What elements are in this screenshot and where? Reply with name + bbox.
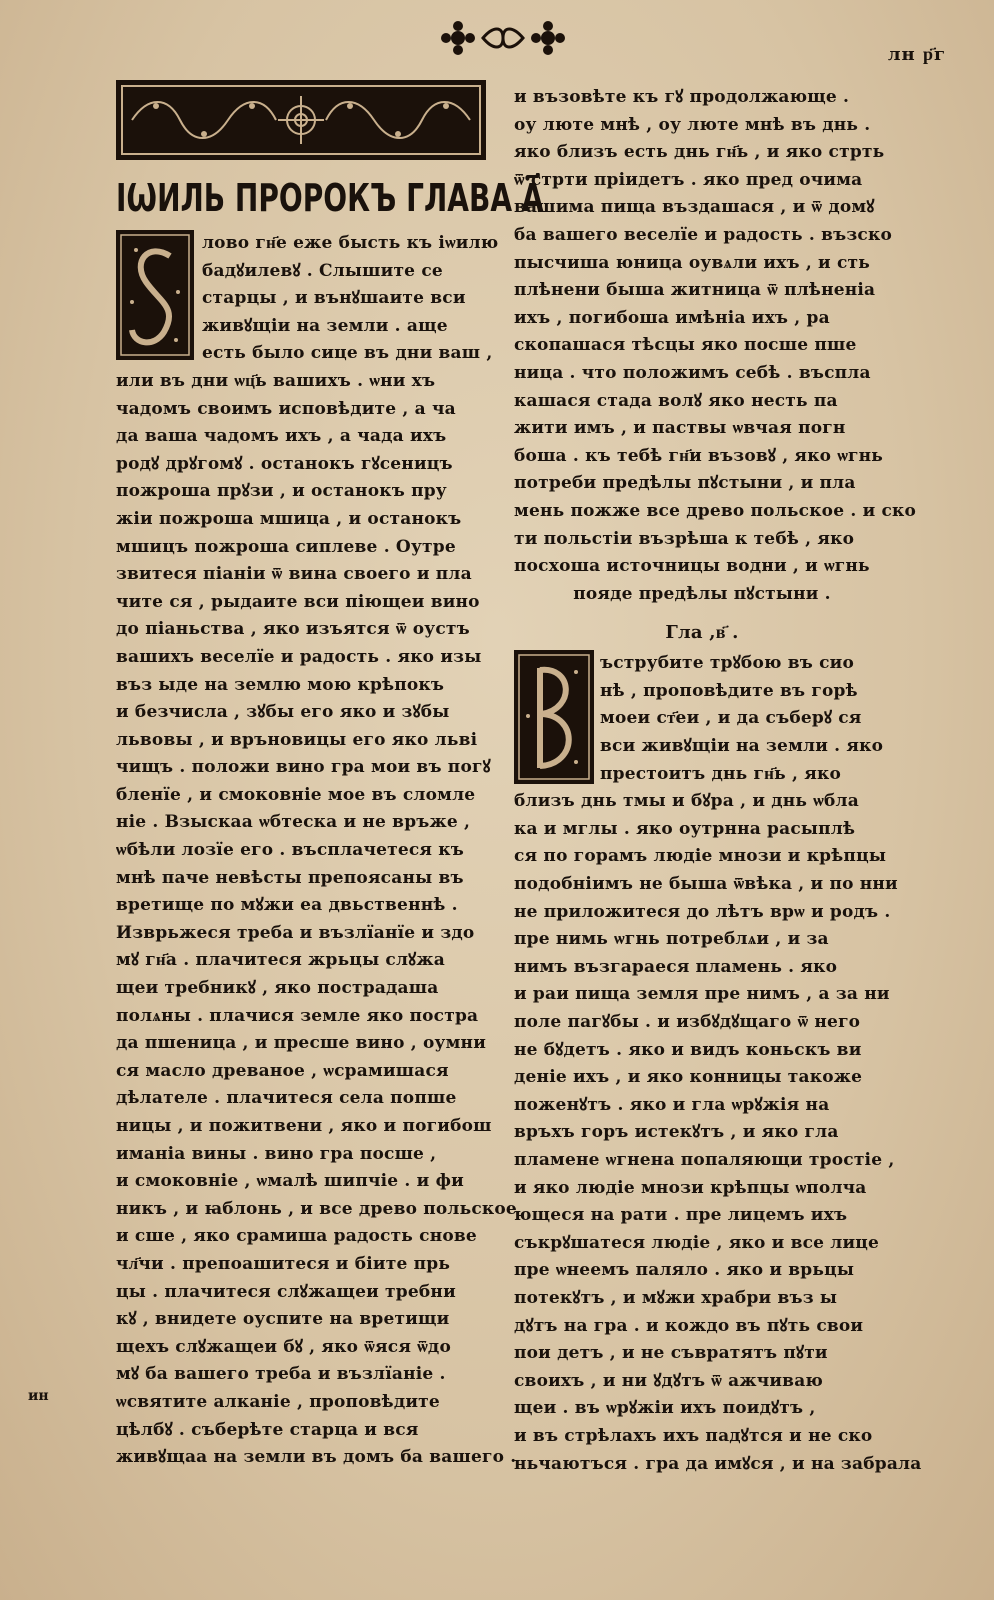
text-line: старцы , и вънꙋшаите вси [202,288,466,309]
text-line: нимъ възгараеся пламень . яко [514,956,838,977]
text-line: въз ыде на землю мою крѣпокъ [116,674,445,695]
initial-letter-v [514,650,594,784]
text-line: ся по горамъ людiе мнози и крѣпцы [514,846,887,867]
chapter-heading: Гла ,в҃ . [665,622,739,644]
text-line: звитеся пiанiи ѿ вина своего и пла [116,564,472,585]
fleuron-ornament [438,18,568,58]
text-line: не бꙋдетъ . яко и видъ коньскъ ви [514,1039,862,1060]
text-line: вретище по мꙋжи еа двьственнѣ . [116,895,458,916]
text-line: моеи ст҃еи , и да съберꙋ ся [600,708,862,729]
text-line: скопашася тѣсцы яко посше пше [514,335,857,356]
text-line: пламене ѡгнена попаляющи тростiе , [514,1149,895,1170]
text-line: мень пожже все древо польское . и ско [514,500,917,521]
text-line: живꙋщаа на земли въ домъ ба вашего . [116,1447,517,1468]
text-line: плѣнени быша житница ѿ плѣненiа [514,280,876,301]
text-line: ница . что положимъ себѣ . въспла [514,362,871,383]
text-line: потекꙋтъ , и мꙋжи храбри въз ы [514,1287,838,1308]
text-line: и смоковнiе , ѡмалѣ шипчiе . и фи [116,1171,464,1192]
text-line: вашима пища въздашася , и ѿ домꙋ [514,197,875,218]
text-line: боша . къ тебѣ гн҃и възовꙋ , яко ѡгнь [514,445,884,466]
text-line: ъструбите трꙋбою въ сио [600,653,855,674]
text-line: връхъ горъ истекꙋтъ , и яко гла [514,1122,839,1143]
text-line: поженꙋтъ . яко и гла ѡрꙋжiя на [514,1094,830,1115]
text-line: никъ , и ꙗблонь , и все древо польское [116,1198,517,1219]
text-line: ницы , и пожитвени , яко и погибош [116,1116,492,1136]
text-line: поле пагꙋбы . и избꙋдꙋщаго ѿ него [514,1012,861,1032]
text-line: да ваша чадомъ ихъ , а чада ихъ [116,426,447,447]
text-line: пояде предѣлы пꙋстыни . [573,583,831,604]
text-line: подобнiимъ не быша ѿвѣка , и по нни [514,874,898,895]
text-line: цѣлбꙋ . събеpѣте старца и вся [116,1419,419,1440]
text-line: чл҃чи . препоашитеся и бiите прь [116,1253,451,1274]
text-line: чищъ . положи вино гра мои въ погꙋ [116,757,491,778]
text-line: пысчиша юница оувѧли ихъ , и сть [514,252,871,273]
text-line: и раи пища земля пре нимъ , а за ни [514,984,890,1005]
fleuron-icon [438,18,568,58]
text-line: престоитъ днь гн҃ь , яко [600,763,841,784]
text-line: дꙋтъ на гра . и кождо въ пꙋть свои [514,1315,864,1336]
text-line: ти польстiи възрѣша к тебѣ , яко [514,528,855,549]
text-line: и възовѣте къ гꙋ продолжающе . [514,87,850,107]
text-line: и въ стрѣлахъ ихъ падꙋтся и не ско [514,1425,873,1446]
text-line: и безчисла , зꙋбы его яко и зꙋбы [116,702,450,723]
text-line: щеи . въ ѡрꙋжiи ихъ поидꙋтъ , [514,1398,816,1419]
text-line: щехъ слꙋжащеи бꙋ , яко ѿяся ѿдо [116,1336,451,1357]
right-column [514,84,922,1478]
text-line: иманiа вины . вино гра посше , [116,1143,437,1164]
text-line: ющеся на рати . пре лицемъ ихъ [514,1205,848,1226]
text-line: мꙋ ба вашего треба и възлїанiе . [116,1364,446,1385]
text-line: родꙋ дрꙋгомꙋ . останокъ гꙋсеницъ [116,453,453,474]
second-paragraph [514,650,922,1478]
left-text-lines [116,230,517,1472]
text-line: своихъ , и ни ꙋдꙋтъ ѿ ажчиваю [514,1370,824,1391]
text-line: бадꙋилевꙋ . Слышите се [202,260,443,281]
text-line: чите ся , рыдаите вси пiющеи вино [116,591,480,612]
text-line: лово гн҃е еже бысть къ іѡилю [202,233,499,253]
text-line: пре нимь ѡгнь потреблѧи , и за [514,929,829,950]
right-text-top [514,84,917,608]
text-line: бленїе , и смоковнiе мое въ сломле [116,784,476,805]
text-line: ся масло древаное , ѡсрамишася [116,1060,449,1081]
text-line: цы . плачитеся слꙋжащеи требни [116,1281,456,1302]
text-line: пои детъ , и не съвратятъ пꙋти [514,1343,828,1364]
initial-letter-s [116,230,194,360]
text-line: пре ѡнеемъ паляло . яко и врьцы [514,1260,855,1281]
text-line: ѿ стрти прiидетъ . яко пред очима [514,169,863,190]
text-line: полѧны . плачися земле яко постра [116,1005,479,1026]
text-line: вси живꙋщiи на земли . яко [600,736,884,757]
text-line: дѣлателе . плачитеся села попше [116,1088,457,1109]
text-line: ѡсвятите алканiе , проповѣдите [116,1391,440,1412]
text-line: ба вашего веселїе и радость . възско [514,224,892,245]
text-line: кꙋ , внидете оуспите на вретищи [116,1309,450,1330]
text-line: нѣ , проповѣдите въ горѣ [600,680,858,701]
text-line: львовы , и връновицы его яко львi [116,729,478,750]
text-line: или въ дни ѡц҃ь вашихъ . ѡни хъ [116,370,436,391]
text-line: и сше , яко срамиша радость снове [116,1226,477,1247]
text-line: чадомъ своимъ исповѣдите , а ча [116,398,456,419]
text-line: мшицъ пожроша сиплеве . Оутре [116,536,456,557]
text-line: есть было сице въ дни ваш , [202,343,493,364]
headpiece-ornament [116,80,486,160]
text-line: щеи требникꙋ , яко пострадаша [116,978,439,999]
text-line: не приложитеся до лѣтъ врѡ и родъ . [514,901,891,922]
text-line: и яко людiе мнози крѣпцы ѡполча [514,1177,867,1198]
text-line: ка и мглы . яко оутрнна расыплѣ [514,818,856,839]
text-line: жити имъ , и паствы ѡвчая погн [514,418,846,439]
text-line: до піаньства , яко изъятся ѿ оустъ [116,619,470,640]
folio-number: лн р҃г [887,44,946,65]
text-line: нiе . Взыскаа ѡбтеска и не връже , [116,812,471,833]
text-line: мнѣ паче невѣсты препоясаны въ [116,867,464,888]
text-line: посхоша источницы водни , и ѡгнь [514,556,870,577]
text-line: денiе ихъ , и яко конницы такоже [514,1067,863,1088]
text-line: живꙋщіи на земли . аще [202,315,448,336]
text-line: ихъ , погибоша имѣнiа ихъ , ра [514,307,830,328]
text-line: потреби предѣлы пꙋстыни , и пла [514,473,856,494]
left-column [116,80,544,1472]
text-line: ѡбѣли лозїе его . въсплачетеся къ [116,840,465,861]
text-line: Изврьжеся треба и възлїанїе и здо [116,922,475,943]
book-title: ІѠИЛЬ ПРОРОКЪ ГЛАВА А҃ [116,176,544,220]
first-paragraph [116,230,517,1472]
text-line: да пшеница , и пресше вино , оумни [116,1033,487,1054]
text-line: пожроша прꙋзи , и останокъ пру [116,481,447,502]
text-line: жіи пожроша мшица , и останокъ [116,508,462,529]
text-line: съкрꙋшатеся людiе , яко и все лице [514,1232,880,1253]
margin-note: ин [28,1388,49,1404]
text-line: близъ днь тмы и бꙋра , и днь ѡбла [514,791,859,812]
text-line: яко близъ есть днь гн҃ь , и яко стрть [514,142,885,163]
text-line: вашихъ веселїе и радость . яко изы [116,646,482,667]
text-line: ньчаютъся . гра да имꙋся , и на забрала [514,1453,922,1474]
text-line: мꙋ гн҃а . плачитеся жрьцы слꙋжа [116,950,445,971]
text-line: кашася стада волꙋ яко несть па [514,390,838,411]
text-line: оу люте мнѣ , оу люте мнѣ въ днь . [514,114,871,135]
